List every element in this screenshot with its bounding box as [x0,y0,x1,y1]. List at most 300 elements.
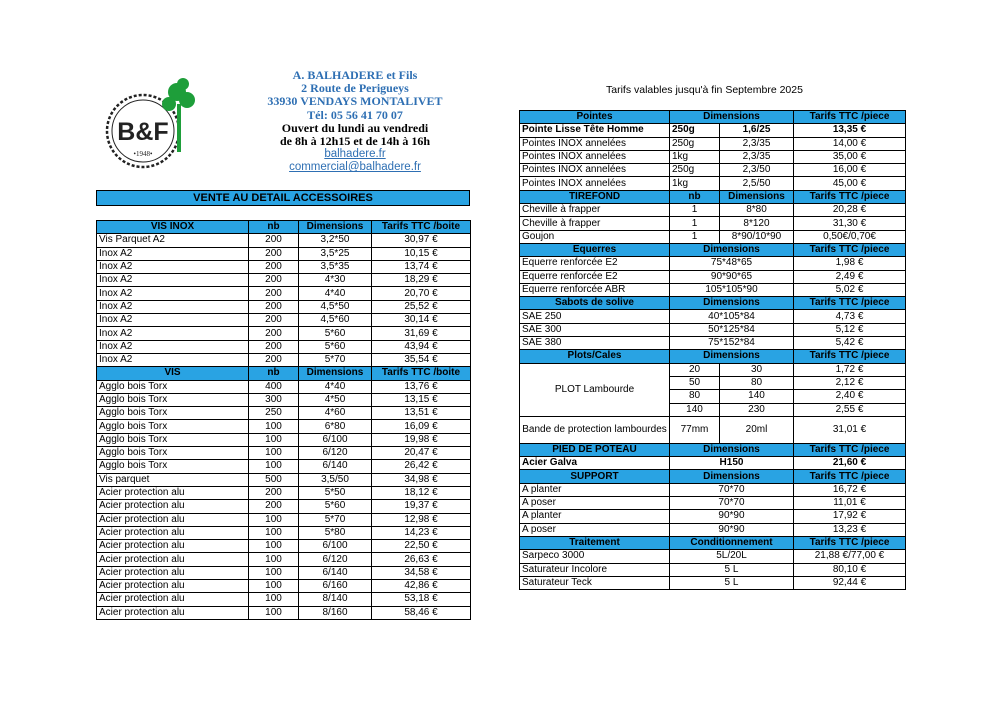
quantity: 200 [249,274,299,287]
dimensions: 3,5*35 [299,260,372,273]
column-header: VIS [97,367,249,380]
table-row [520,550,906,563]
dimensions: 50*125*84 [670,323,794,336]
column-header: Traitement [520,536,670,549]
price: 5,02 € [794,283,906,296]
email-link[interactable]: commercial@balhadere.fr [289,161,421,174]
price: 22,50 € [372,540,471,553]
quantity: 500 [249,473,299,486]
product-name: Bande de protection lambourdes [520,416,670,443]
height-max: 30 [720,363,794,376]
dimensions: 4,5*50 [299,300,372,313]
table-row [520,310,906,323]
table-header-row [520,190,906,203]
quantity: 200 [249,353,299,366]
dimensions: 3,5/50 [299,473,372,486]
table-row [97,340,471,353]
product-name: Inox A2 [97,260,249,273]
table-header-row [520,470,906,483]
dimensions: 4*40 [299,287,372,300]
price: 1,72 € [794,363,906,376]
price: 35,00 € [794,150,906,163]
table-row [520,177,906,190]
dimensions: 4*40 [299,380,372,393]
dimensions: 5 L [670,576,794,589]
price: 14,23 € [372,526,471,539]
price: 13,15 € [372,393,471,406]
weight: 1kg [670,150,720,163]
dimensions: 40*105*84 [670,310,794,323]
quantity: 200 [249,314,299,327]
table-row [520,270,906,283]
dimensions: 6/100 [299,540,372,553]
opening-days: Ouvert du lundi au vendredi [281,120,429,135]
product-name: Pointes INOX annelées [520,164,670,177]
weight: 250g [670,164,720,177]
price: 31,01 € [794,416,906,443]
dimensions: 90*90 [670,510,794,523]
product-name: Pointes INOX annelées [520,137,670,150]
table-row [97,327,471,340]
product-name: Cheville à frapper [520,204,670,217]
product-name: Goujon [520,230,670,243]
table-row [520,124,906,137]
price: 34,98 € [372,473,471,486]
hardware-price-table [519,110,906,590]
table-row [520,576,906,589]
quantity: 200 [249,500,299,513]
table-row [520,204,906,217]
dimensions: 6/100 [299,433,372,446]
price: 26,63 € [372,553,471,566]
column-header: Dimensions [670,443,794,456]
column-header: Tarifs TTC /boite [372,221,471,234]
price: 21,88 €/77,00 € [794,550,906,563]
table-row [520,510,906,523]
dimensions: 5*80 [299,526,372,539]
product-name: Inox A2 [97,340,249,353]
table-row [520,497,906,510]
column-header: Pointes [520,111,670,124]
weight: 1kg [670,177,720,190]
company-info [250,69,460,175]
quantity: 100 [249,593,299,606]
product-name: Acier protection alu [97,593,249,606]
table-header-row [97,221,471,234]
price: 13,51 € [372,407,471,420]
table-header-row [520,443,906,456]
product-name: Acier protection alu [97,513,249,526]
column-header: SUPPORT [520,470,670,483]
table-row [520,523,906,536]
table-row [97,593,471,606]
price: 20,47 € [372,447,471,460]
dimensions: 8/160 [299,606,372,619]
product-name: Cheville à frapper [520,217,670,230]
price: 35,54 € [372,353,471,366]
price: 11,01 € [794,497,906,510]
price: 19,37 € [372,500,471,513]
price: 31,69 € [372,327,471,340]
product-name: Inox A2 [97,327,249,340]
table-row [520,283,906,296]
product-name: Acier protection alu [97,500,249,513]
product-name: Inox A2 [97,353,249,366]
height-min: 80 [670,390,720,403]
quantity: 200 [249,327,299,340]
company-name: A. BALHADERE et Fils [292,68,418,82]
price: 92,44 € [794,576,906,589]
product-name: Acier Galva [520,457,670,470]
table-row [97,460,471,473]
company-logo [103,76,211,176]
column-header: Tarifs TTC /piece [794,443,906,456]
logo-year: •1948• [133,150,153,158]
dimensions: 5*60 [299,340,372,353]
price-validity: Tarifs valables jusqu'à fin Septembre 2025 [606,84,803,96]
table-row [97,260,471,273]
product-name: Inox A2 [97,247,249,260]
table-row [97,540,471,553]
price: 34,58 € [372,566,471,579]
table-row [97,433,471,446]
price: 13,74 € [372,260,471,273]
quantity: 100 [249,540,299,553]
price: 16,09 € [372,420,471,433]
price: 30,97 € [372,234,471,247]
address-line-2: 33930 VENDAYS MONTALIVET [267,94,443,109]
product-name: Acier protection alu [97,606,249,619]
price: 53,18 € [372,593,471,606]
column-header: Equerres [520,243,670,256]
dimensions: 4*60 [299,407,372,420]
table-row [520,483,906,496]
table-row [520,563,906,576]
price: 20,70 € [372,287,471,300]
price: 42,86 € [372,580,471,593]
product-name: A planter [520,510,670,523]
table-row [520,230,906,243]
column-header: Dimensions [720,190,794,203]
table-row [97,473,471,486]
website-link[interactable]: balhadere.fr [324,148,386,161]
price: 43,94 € [372,340,471,353]
table-row [97,393,471,406]
quantity: 100 [249,420,299,433]
dimensions: 6/160 [299,580,372,593]
dimensions: 6/120 [299,447,372,460]
table-header-row [520,536,906,549]
dimensions: 8*90/10*90 [720,230,794,243]
quantity: 100 [249,526,299,539]
screws-price-table [96,220,471,620]
price: 17,92 € [794,510,906,523]
product-name: Sarpeco 3000 [520,550,670,563]
table-row [97,566,471,579]
height-min: 20 [670,363,720,376]
dimensions: 75*48*65 [670,257,794,270]
dimensions: 8*80 [720,204,794,217]
column-header: nb [670,190,720,203]
table-row [97,500,471,513]
table-row [97,300,471,313]
column-header: Tarifs TTC /piece [794,190,906,203]
column-header: Dimensions [670,470,794,483]
price: 5,42 € [794,337,906,350]
column-header: Tarifs TTC /piece [794,350,906,363]
dimensions: 5 L [670,563,794,576]
product-name: Saturateur Teck [520,576,670,589]
quantity: 400 [249,380,299,393]
product-name: A poser [520,497,670,510]
price: 1,98 € [794,257,906,270]
price: 4,73 € [794,310,906,323]
dimensions: 5*60 [299,500,372,513]
product-name: Inox A2 [97,300,249,313]
price: 13,76 € [372,380,471,393]
dimensions: 2,3/50 [720,164,794,177]
table-row [97,553,471,566]
price: 30,14 € [372,314,471,327]
price: 2,40 € [794,390,906,403]
dimensions: 5L/20L [670,550,794,563]
product-name: PLOT Lambourde [520,363,670,416]
price: 16,72 € [794,483,906,496]
column-header: TIREFOND [520,190,670,203]
product-name: Agglo bois Torx [97,447,249,460]
product-name: Agglo bois Torx [97,407,249,420]
dimensions: 5*60 [299,327,372,340]
price: 12,98 € [372,513,471,526]
opening-hours: de 8h à 12h15 et de 14h à 16h [279,134,431,149]
height-min: 50 [670,376,720,389]
product-name: Agglo bois Torx [97,393,249,406]
product-name: Inox A2 [97,287,249,300]
quantity: 100 [249,513,299,526]
price: 13,23 € [794,523,906,536]
product-name: Agglo bois Torx [97,433,249,446]
table-header-row [520,297,906,310]
table-header-row [520,243,906,256]
product-name: A planter [520,483,670,496]
price: 19,98 € [372,433,471,446]
quantity: 100 [249,553,299,566]
dimensions: 4*50 [299,393,372,406]
quantity: 200 [249,260,299,273]
price: 10,15 € [372,247,471,260]
quantity: 250 [249,407,299,420]
dimensions: 75*152*84 [670,337,794,350]
product-name: Vis parquet [97,473,249,486]
column-header: Dimensions [299,221,372,234]
quantity: 200 [249,486,299,499]
height-max: 140 [720,390,794,403]
column-header: Plots/Cales [520,350,670,363]
table-row [97,420,471,433]
quantity: 200 [249,287,299,300]
price: 18,29 € [372,274,471,287]
price: 5,12 € [794,323,906,336]
price: 26,42 € [372,460,471,473]
price: 13,35 € [794,124,906,137]
dimensions: 8/140 [299,593,372,606]
quantity: 100 [249,566,299,579]
column-header: Tarifs TTC /piece [794,243,906,256]
table-row [97,447,471,460]
dimensions: 6/140 [299,460,372,473]
product-name: Equerre renforcée E2 [520,257,670,270]
dimensions: H150 [670,457,794,470]
dimensions: 2,3/35 [720,137,794,150]
column-header: Tarifs TTC /piece [794,297,906,310]
column-header: Tarifs TTC /piece [794,536,906,549]
phone: Tél: 05 56 41 70 07 [307,107,403,122]
price: 25,52 € [372,300,471,313]
product-name: Inox A2 [97,274,249,287]
price: 31,30 € [794,217,906,230]
table-row [97,606,471,619]
product-name: Agglo bois Torx [97,460,249,473]
table-header-row [97,367,471,380]
height-max: 230 [720,403,794,416]
quantity: 200 [249,340,299,353]
quantity: 100 [249,447,299,460]
product-name: Acier protection alu [97,566,249,579]
weight: 250g [670,137,720,150]
product-name: Saturateur Incolore [520,563,670,576]
dimensions: 1,6/25 [720,124,794,137]
price: 14,00 € [794,137,906,150]
product-name: Agglo bois Torx [97,420,249,433]
price: 18,12 € [372,486,471,499]
table-row [520,416,906,443]
price: 45,00 € [794,177,906,190]
product-name: Acier protection alu [97,553,249,566]
height-min: 140 [670,403,720,416]
product-name: Equerre renforcée E2 [520,270,670,283]
dimensions: 5*50 [299,486,372,499]
product-name: Acier protection alu [97,580,249,593]
weight: 250g [670,124,720,137]
dimensions: 90*90 [670,523,794,536]
quantity: 100 [249,460,299,473]
dimensions: 90*90*65 [670,270,794,283]
table-row [520,257,906,270]
product-name: Acier protection alu [97,526,249,539]
length: 20ml [720,416,794,443]
dimensions: 2,3/35 [720,150,794,163]
dimensions: 4,5*60 [299,314,372,327]
quantity: 1 [670,230,720,243]
table-row [520,337,906,350]
table-row [97,526,471,539]
price: 16,00 € [794,164,906,177]
column-header: Conditionnement [670,536,794,549]
product-name: Inox A2 [97,314,249,327]
dimensions: 6/140 [299,566,372,579]
price: 58,46 € [372,606,471,619]
table-row [97,247,471,260]
table-row [520,323,906,336]
price: 21,60 € [794,457,906,470]
product-name: Equerre renforcée ABR [520,283,670,296]
height-max: 80 [720,376,794,389]
table-row [97,486,471,499]
quantity: 300 [249,393,299,406]
dimensions: 3,5*25 [299,247,372,260]
dimensions: 5*70 [299,513,372,526]
quantity: 200 [249,247,299,260]
quantity: 200 [249,300,299,313]
table-row [520,137,906,150]
quantity: 200 [249,234,299,247]
table-row [97,234,471,247]
quantity: 100 [249,606,299,619]
dimensions: 6/120 [299,553,372,566]
column-header: Tarifs TTC /piece [794,111,906,124]
table-header-row [520,350,906,363]
dimensions: 70*70 [670,483,794,496]
price: 20,28 € [794,204,906,217]
width: 77mm [670,416,720,443]
dimensions: 105*105*90 [670,283,794,296]
quantity: 1 [670,217,720,230]
product-name: SAE 250 [520,310,670,323]
dimensions: 2,5/50 [720,177,794,190]
dimensions: 3,2*50 [299,234,372,247]
product-name: Agglo bois Torx [97,380,249,393]
table-row [97,314,471,327]
table-row [520,217,906,230]
product-name: A poser [520,523,670,536]
column-header: Dimensions [670,111,794,124]
section-banner: VENTE AU DETAIL ACCESSOIRES [96,190,470,206]
column-header: nb [249,367,299,380]
table-row [97,580,471,593]
product-name: SAE 380 [520,337,670,350]
product-name: Acier protection alu [97,486,249,499]
logo-text: B&F [117,118,169,146]
price: 0,50€/0,70€ [794,230,906,243]
column-header: Sabots de solive [520,297,670,310]
price: 2,49 € [794,270,906,283]
table-row [520,363,906,376]
price: 2,12 € [794,376,906,389]
table-row [520,164,906,177]
quantity: 100 [249,580,299,593]
column-header: nb [249,221,299,234]
dimensions: 6*80 [299,420,372,433]
quantity: 100 [249,433,299,446]
table-row [97,407,471,420]
table-row [97,353,471,366]
table-row [520,150,906,163]
price: 2,55 € [794,403,906,416]
table-row [520,457,906,470]
product-name: Pointes INOX annelées [520,150,670,163]
table-row [97,513,471,526]
dimensions: 4*30 [299,274,372,287]
product-name: Pointe Lisse Tête Homme [520,124,670,137]
table-row [97,274,471,287]
dimensions: 70*70 [670,497,794,510]
dimensions: 5*70 [299,353,372,366]
dimensions: 8*120 [720,217,794,230]
product-name: Vis Parquet A2 [97,234,249,247]
product-name: Acier protection alu [97,540,249,553]
column-header: Dimensions [670,350,794,363]
table-row [97,287,471,300]
